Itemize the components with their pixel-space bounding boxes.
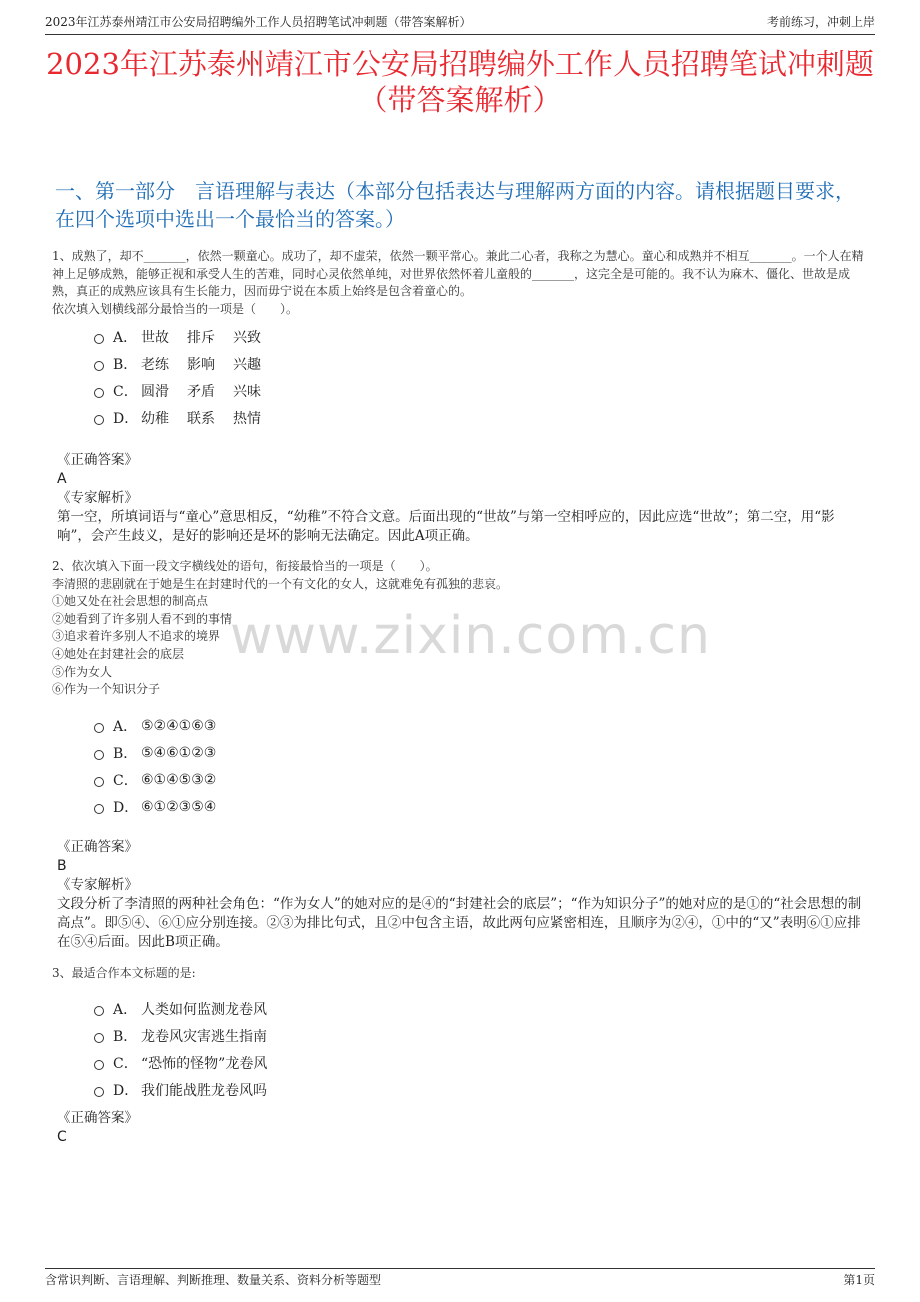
- question-2-passage: 李清照的悲剧就在于她是生在封建时代的一个有文化的女人，这就难免有孤独的悲哀。: [52, 576, 509, 591]
- option-d[interactable]: [94, 793, 216, 820]
- option-c[interactable]: [94, 377, 279, 404]
- watermark: www.zixin.com.cn: [230, 606, 711, 666]
- option-key: A．: [113, 1001, 138, 1018]
- sentence-item: ⑤作为女人: [52, 664, 113, 679]
- option-c[interactable]: [94, 766, 216, 793]
- question-1-prompt: 依次填入划横线部分最恰当的一项是（ ）。: [52, 301, 299, 316]
- sentence-item: ⑥作为一个知识分子: [52, 682, 161, 697]
- option-d[interactable]: [94, 1076, 267, 1103]
- question-3-options: [94, 995, 267, 1103]
- option-b[interactable]: [94, 739, 216, 766]
- option-text: “恐怖的怪物”龙卷风: [141, 1055, 268, 1072]
- radio-button-icon[interactable]: [94, 804, 104, 814]
- option-word: 老练: [141, 356, 169, 373]
- option-key: C．: [113, 383, 138, 400]
- option-text: 人类如何监测龙卷风: [141, 1001, 267, 1018]
- radio-button-icon[interactable]: [94, 1006, 104, 1016]
- question-1-answer-block: [57, 451, 868, 546]
- option-key: A．: [113, 718, 138, 735]
- analysis-text: 第一空，所填词语与“童心”意思相反，“幼稚”不符合文意。后面出现的“世故”与第一空相呼应的，因此应选“世故”；第二空，用“影响”，会产生歧义，是好的影响还是坏的影响无法确定。因此A项正确。: [57, 509, 835, 544]
- option-a[interactable]: [94, 995, 267, 1022]
- question-1: [52, 248, 870, 318]
- question-3: [52, 965, 870, 983]
- page-title: 2023年江苏泰州靖江市公安局招聘编外工作人员招聘笔试冲刺题（带答案解析）: [46, 47, 874, 117]
- option-a[interactable]: [94, 712, 216, 739]
- footer-topics: 含常识判断、言语理解、判断推理、数量关系、资料分析等题型: [45, 1273, 382, 1287]
- sentence-item: ④她处在封建社会的底层: [52, 646, 185, 661]
- option-text: ⑥①②③⑤④: [141, 798, 217, 815]
- option-text: ⑥①④⑤③②: [141, 771, 217, 788]
- analysis-label: 《专家解析》: [57, 877, 138, 893]
- question-2: [52, 558, 870, 699]
- option-b[interactable]: [94, 1022, 267, 1049]
- correct-answer-label: 《正确答案》: [57, 839, 138, 855]
- header-doc-title: 2023年江苏泰州靖江市公安局招聘编外工作人员招聘笔试冲刺题（带答案解析）: [45, 15, 472, 29]
- question-2-answer-block: [57, 838, 868, 952]
- radio-button-icon[interactable]: [94, 388, 104, 398]
- option-text: 我们能战胜龙卷风吗: [141, 1082, 267, 1099]
- option-word: 兴致: [233, 329, 261, 346]
- radio-button-icon[interactable]: [94, 1060, 104, 1070]
- option-word: 幼稚: [141, 410, 169, 427]
- sentence-item: ①她又处在社会思想的制高点: [52, 594, 209, 609]
- option-key: B．: [113, 356, 138, 373]
- radio-button-icon[interactable]: [94, 777, 104, 787]
- sentence-item: ③追求着许多别人不追求的境界: [52, 629, 221, 644]
- correct-answer-label: 《正确答案》: [57, 452, 138, 468]
- question-3-stem: 3、最适合作本文标题的是:: [52, 966, 196, 980]
- analysis-text: 文段分析了李清照的两种社会角色：“作为女人”的她对应的是④的“封建社会的底层”；“作为知识分子”的她对应的是①的“社会思想的制高点”。即⑤④、⑥①应分别连接。②③为排比句式，且②中包含主语，故此两句应紧密相连，且顺序为②④，①中的“又”表明⑥①应排在⑤④后面。因此B项正确。: [57, 896, 862, 950]
- question-2-options: [94, 712, 216, 820]
- question-2-stem: 2、依次填入下面一段文字横线处的语句，衔接最恰当的一项是（ ）。: [52, 559, 438, 573]
- page-footer: [45, 1268, 875, 1293]
- radio-button-icon[interactable]: [94, 1033, 104, 1043]
- option-text: 龙卷风灾害逃生指南: [141, 1028, 267, 1045]
- sentence-item: ②她看到了许多别人看不到的事情: [52, 611, 233, 626]
- option-word: 兴趣: [233, 356, 261, 373]
- section-heading: 一、第一部分 言语理解与表达（本部分包括表达与理解两方面的内容。请根据题目要求，在四个选项中选出一个最恰当的答案。）: [55, 179, 855, 231]
- option-d[interactable]: [94, 404, 279, 431]
- option-word: 热情: [233, 410, 261, 427]
- option-key: D．: [113, 410, 139, 427]
- option-word: 联系: [187, 410, 215, 427]
- question-1-options: [94, 323, 279, 431]
- question-1-stem: 1、成熟了，却不_______，依然一颗童心。成功了，却不虚荣，依然一颗平常心。兼此二心者，我称之为慧心。童心和成熟并不相互_______。一个人在精神上足够成熟，能够正视和承受人生的苦难，同时心灵依然单纯，对世界依然怀着儿童般的_______，这完全是可能的。我不认为麻木、僵化、世故是成熟，真正的成熟应该具有生长能力，因而毋宁说在本质上始终是包含着童心的。: [52, 249, 864, 299]
- question-3-answer-block: [57, 1109, 868, 1147]
- option-c[interactable]: [94, 1049, 267, 1076]
- option-key: D．: [113, 1082, 139, 1099]
- option-word: 兴味: [233, 383, 261, 400]
- option-word: 圆滑: [141, 383, 169, 400]
- header-slogan: 考前练习，冲刺上岸: [766, 15, 875, 29]
- option-word: 世故: [141, 329, 169, 346]
- correct-answer-value: A: [57, 471, 67, 487]
- option-key: D．: [113, 799, 139, 816]
- option-b[interactable]: [94, 350, 279, 377]
- radio-button-icon[interactable]: [94, 723, 104, 733]
- correct-answer-value: C: [57, 1129, 67, 1145]
- option-word: 矛盾: [187, 383, 215, 400]
- option-key: C．: [113, 1055, 138, 1072]
- option-key: C．: [113, 772, 138, 789]
- radio-button-icon[interactable]: [94, 1087, 104, 1097]
- option-word: 影响: [187, 356, 215, 373]
- option-text: ⑤②④①⑥③: [141, 717, 217, 734]
- radio-button-icon[interactable]: [94, 415, 104, 425]
- radio-button-icon[interactable]: [94, 750, 104, 760]
- radio-button-icon[interactable]: [94, 334, 104, 344]
- radio-button-icon[interactable]: [94, 361, 104, 371]
- option-key: B．: [113, 1028, 138, 1045]
- option-text: ⑤④⑥①②③: [141, 744, 217, 761]
- page-number: 第1页: [843, 1273, 875, 1287]
- option-a[interactable]: [94, 323, 279, 350]
- page-header: [45, 12, 875, 35]
- option-key: B．: [113, 745, 138, 762]
- analysis-label: 《专家解析》: [57, 490, 138, 506]
- correct-answer-value: B: [57, 858, 67, 874]
- option-key: A．: [113, 329, 138, 346]
- correct-answer-label: 《正确答案》: [57, 1110, 138, 1126]
- option-word: 排斥: [187, 329, 215, 346]
